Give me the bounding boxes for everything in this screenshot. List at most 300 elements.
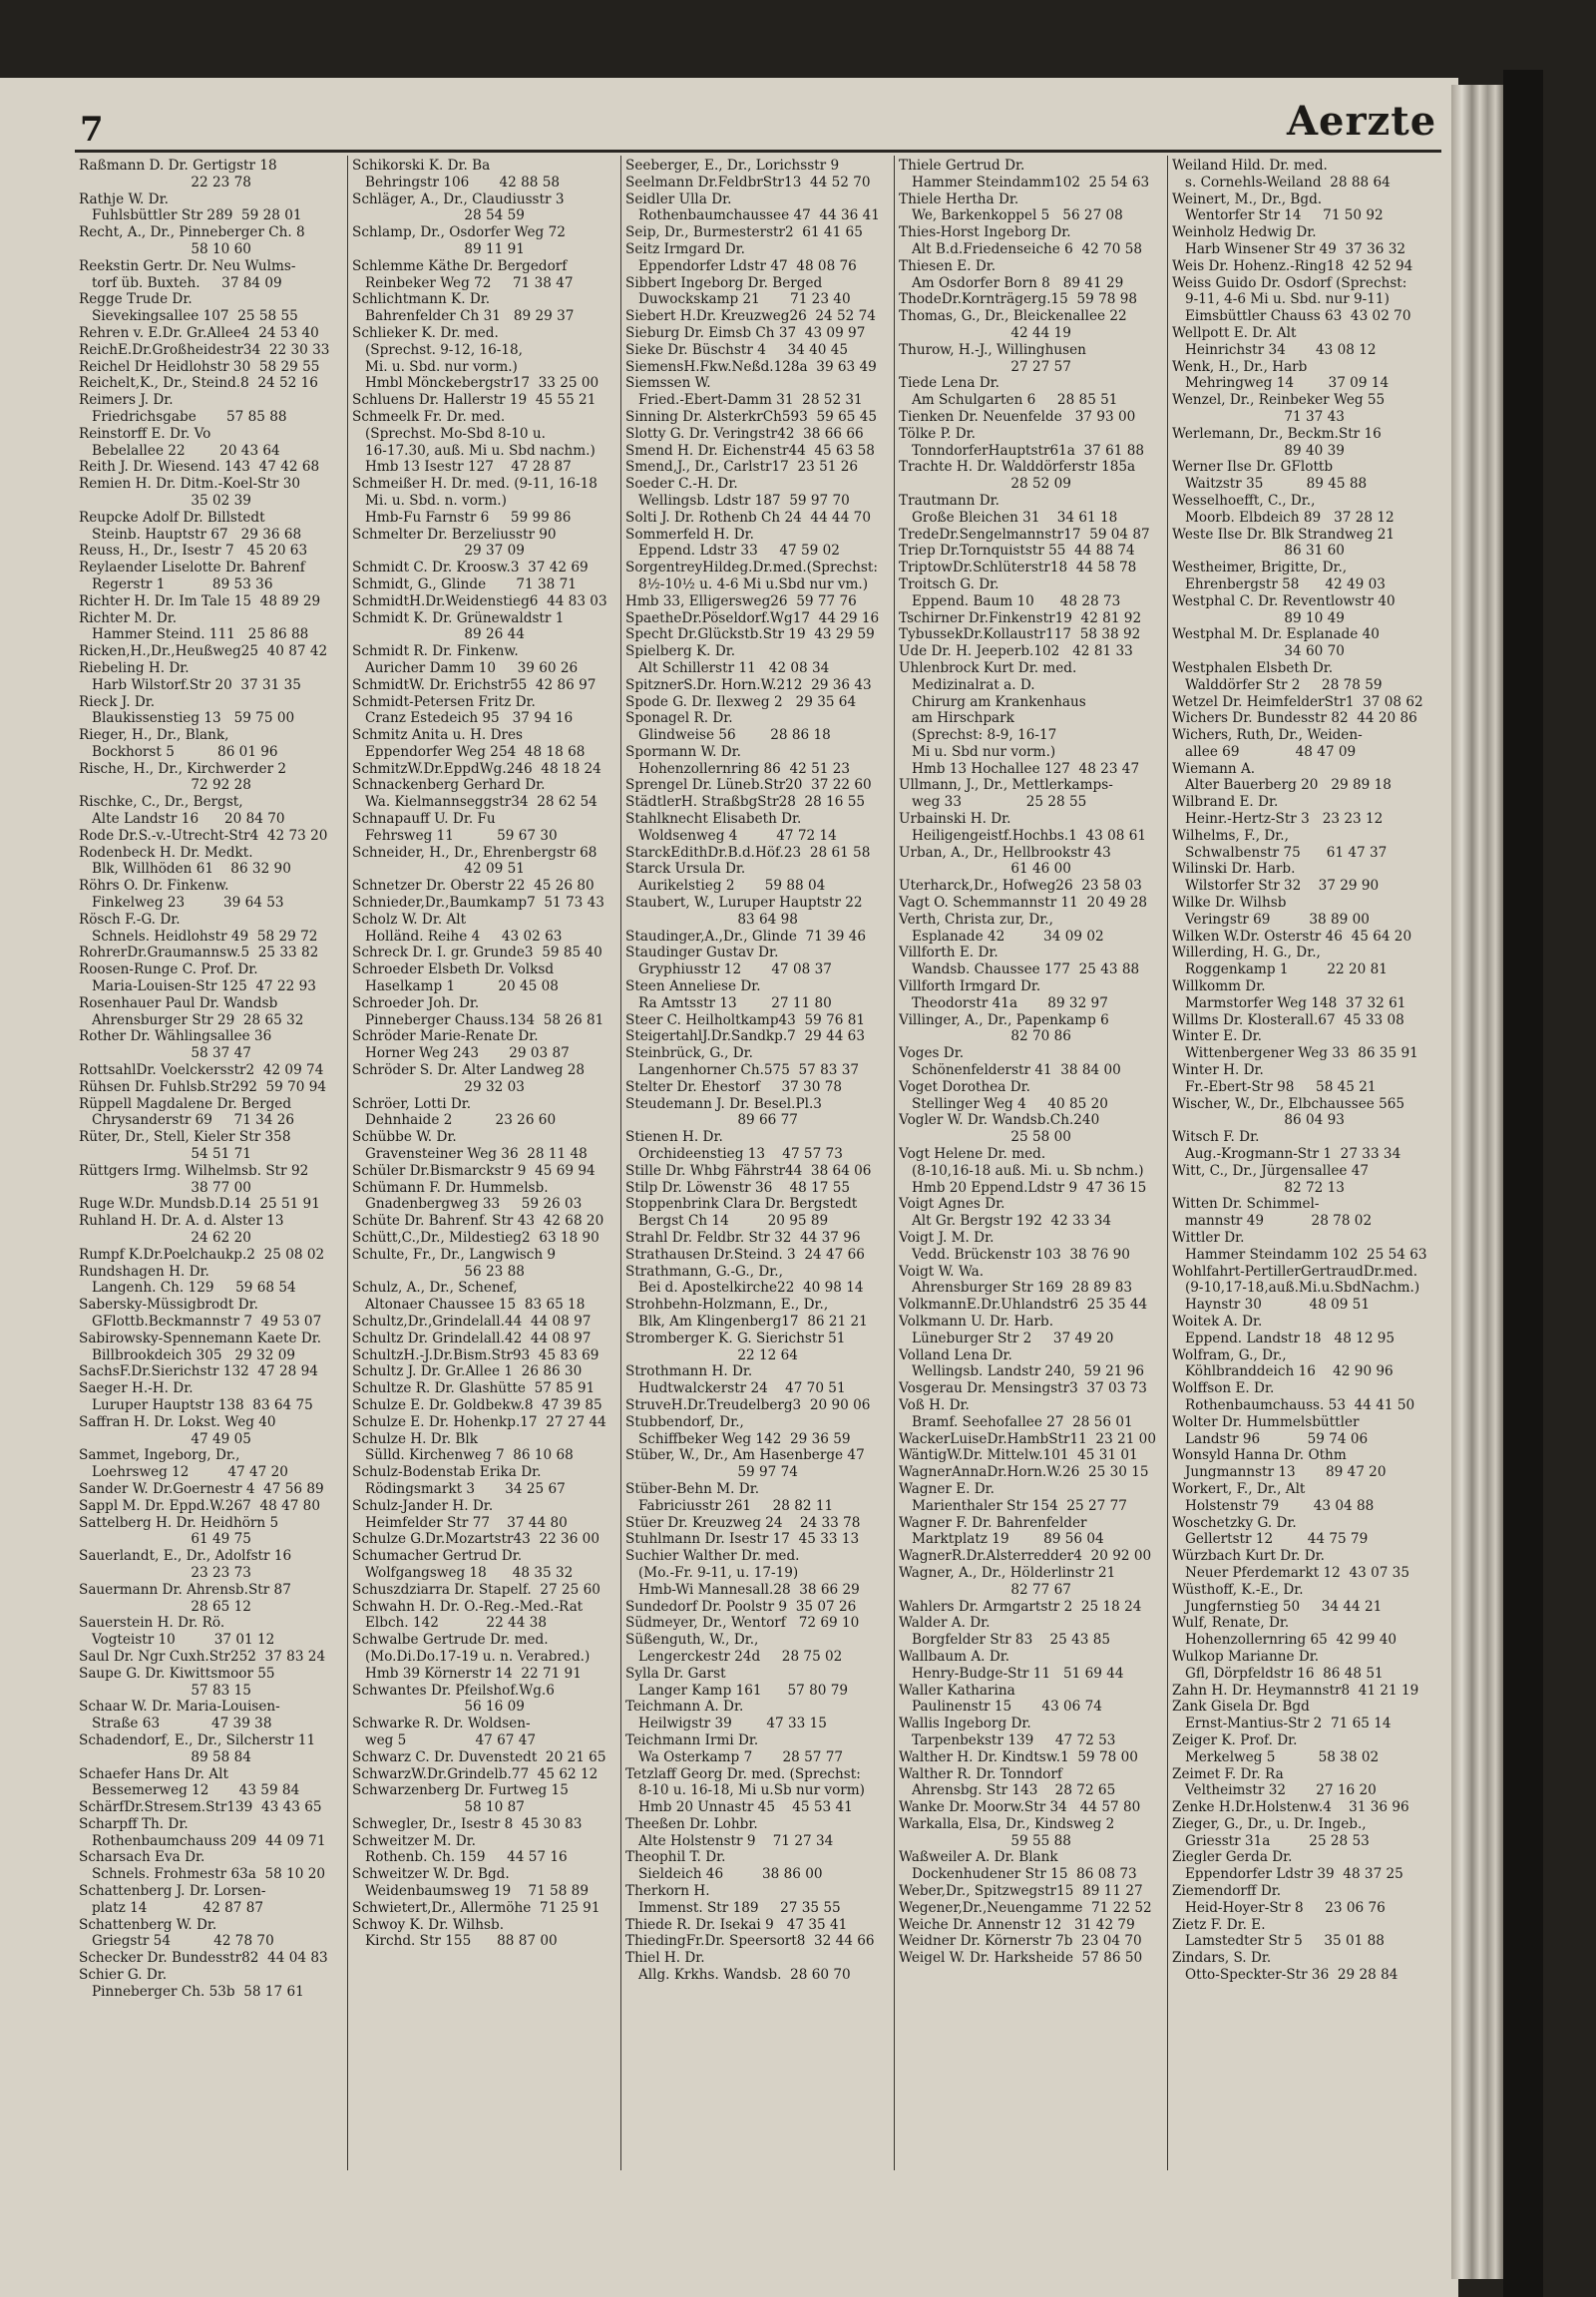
- directory-entry: Schmitz Anita u. H. Dres Eppendorfer Weg 254 48 18 68: [352, 727, 586, 760]
- directory-entry: Steer C. Heilholtkamp43 59 76 81: [625, 1011, 865, 1028]
- directory-entry: Rumpf K.Dr.Poelchaukp.2 25 08 02: [79, 1246, 325, 1263]
- directory-entry: Sabersky-Müssigbrodt Dr. GFlottb.Beckmannstr 7 49 53 07: [79, 1297, 322, 1330]
- directory-entry: Rüter, Dr., Stell, Kieler Str 358 54 51 71: [79, 1129, 291, 1163]
- directory-entry: Smend H. Dr. Eichenstr44 45 63 58: [625, 442, 875, 459]
- directory-entry: Rundshagen H. Dr. Langenh. Ch. 129 59 68 54: [79, 1263, 296, 1297]
- directory-entry: Spode G. Dr. Ilexweg 2 29 35 64: [625, 693, 857, 710]
- directory-entry: Thiele Hertha Dr. We, Barkenkoppel 5 56 27 08: [899, 191, 1123, 224]
- directory-columns: [75, 156, 1441, 2170]
- directory-entry: WäntigW.Dr. Mittelw.101 45 31 01: [899, 1447, 1138, 1464]
- directory-entry: Thiele Gertrud Dr. Hammer Steindamm102 25 54 63: [899, 158, 1150, 191]
- directory-entry: Thiede R. Dr. Isekai 9 47 35 41: [625, 1916, 848, 1933]
- directory-entry: Westphalen Elsbeth Dr. Walddörfer Str 2 28 78 59: [1172, 659, 1383, 693]
- directory-entry: Reylaender Liselotte Dr. Bahrenf Regerstr 1 89 53 36: [79, 560, 305, 592]
- directory-entry: Zeimet F. Dr. Ra Veltheimstr 32 27 16 20: [1172, 1765, 1377, 1799]
- directory-entry: Strathausen Dr.Steind. 3 24 47 66: [625, 1246, 865, 1263]
- directory-entry: Waßweiler A. Dr. Blank Dockenhudener Str 15 86 08 73: [899, 1849, 1137, 1883]
- directory-entry: Triep Dr.Tornquiststr 55 44 88 74: [899, 543, 1135, 560]
- directory-entry: Schmeißer H. Dr. med. (9-11, 16-18 Mi. u. Sbd. n. vorm.) Hmb-Fu Farnstr 6 59 99 86: [352, 476, 598, 526]
- directory-entry: Uhlenbrock Kurt Dr. med. Medizinalrat a. D. Chirurg am Krankenhaus am Hirschpark (Sprechst: 8-9, 16-17 Mi u. Sbd nur vorm.) Hmb 13 Hochallee 127 48 23 47: [899, 659, 1140, 777]
- directory-entry: Starck Ursula Dr. Aurikelstieg 2 59 88 04: [625, 861, 826, 895]
- directory-entry: Stubbendorf, Dr., Schiffbeker Weg 142 29 36 59: [625, 1413, 851, 1447]
- directory-entry: Volland Lena Dr. Wellingsb. Landstr 240, 59 21 96: [899, 1346, 1144, 1380]
- directory-entry: Ziegler Gerda Dr. Eppendorfer Ldstr 39 48 37 25: [1172, 1849, 1403, 1883]
- directory-entry: Reichel Dr Heidlohstr 30 58 29 55: [79, 358, 320, 375]
- directory-entry: Sommerfeld H. Dr. Eppend. Ldstr 33 47 59 02: [625, 526, 840, 560]
- directory-entry: Tienken Dr. Neuenfelde 37 93 00: [899, 408, 1136, 425]
- directory-entry: Wagner F. Dr. Bahrenfelder Marktplatz 19 89 56 04: [899, 1514, 1104, 1548]
- directory-entry: Rieck J. Dr. Blaukissenstieg 13 59 75 00: [79, 693, 295, 727]
- directory-entry: StarckEdithDr.B.d.Höf.23 28 61 58: [625, 844, 871, 861]
- directory-entry: Voigt J. M. Dr. Vedd. Brückenstr 103 38 76 90: [899, 1230, 1130, 1263]
- directory-entry: Westphal M. Dr. Esplanade 40 34 60 70: [1172, 626, 1380, 660]
- directory-entry: Ricken,H.,Dr.,Heußweg25 40 87 42: [79, 643, 328, 660]
- directory-entry: Wilinski Dr. Harb. Wilstorfer Str 32 37 29 90: [1172, 861, 1380, 895]
- directory-entry: Scholz W. Dr. Alt Holländ. Reihe 4 43 02 63: [352, 911, 563, 945]
- directory-entry: Witsch F. Dr. Aug.-Krogmann-Str 1 27 33 34: [1172, 1129, 1401, 1163]
- directory-entry: Wagner E. Dr. Marienthaler Str 154 25 27 77: [899, 1480, 1127, 1514]
- header-rule: [75, 150, 1441, 153]
- directory-entry: Schecker Dr. Bundesstr82 44 04 83: [79, 1950, 328, 1967]
- directory-entry: Wallbaum A. Dr. Henry-Budge-Str 11 51 69 44: [899, 1648, 1124, 1682]
- directory-entry: Teichmann Irmi Dr. Wa Osterkamp 7 28 57 77: [625, 1731, 843, 1765]
- directory-entry: Walther R. Dr. Tonndorf Ahrensbg. Str 143 28 72 65: [899, 1765, 1116, 1799]
- directory-entry: Sponagel R. Dr. Glindweise 56 28 86 18: [625, 710, 831, 744]
- directory-entry: RohrerDr.Graumannsw.5 25 33 82: [79, 945, 319, 961]
- directory-entry: WagnerR.Dr.Alsterredder4 20 92 00: [899, 1548, 1152, 1565]
- directory-entry: Rehren v. E.Dr. Gr.Allee4 24 53 40: [79, 324, 319, 341]
- directory-entry: Schmidt R. Dr. Finkenw. Auricher Damm 10 39 60 26: [352, 643, 579, 676]
- directory-entry: Wichers Dr. Bundesstr 82 44 20 86: [1172, 710, 1417, 727]
- directory-entry: Schattenberg W. Dr. Griegstr 54 42 78 70: [79, 1916, 274, 1950]
- directory-entry: Tschirner Dr.Finkenstr19 42 81 92: [899, 609, 1142, 626]
- directory-entry: Schluens Dr. Hallerstr 19 45 55 21: [352, 392, 597, 409]
- directory-entry: Schlichtmann K. Dr. Bahrenfelder Ch 31 89 29 37: [352, 291, 575, 325]
- directory-entry: Schmidt, G., Glinde 71 38 71: [352, 575, 577, 592]
- directory-entry: Zeiger K. Prof. Dr. Merkelweg 5 58 38 02: [1172, 1731, 1380, 1765]
- directory-entry: Weste Ilse Dr. Blk Strandweg 21 86 31 60: [1172, 526, 1396, 560]
- directory-entry: Trautmann Dr. Große Bleichen 31 34 61 18: [899, 492, 1118, 526]
- directory-entry: Ruhland H. Dr. A. d. Alster 13 24 62 20: [79, 1213, 284, 1246]
- directory-entry: Saul Dr. Ngr Cuxh.Str252 37 83 24: [79, 1648, 326, 1665]
- directory-entry: Strathmann, G.-G., Dr., Bei d. Apostelkirche22 40 98 14: [625, 1263, 864, 1297]
- directory-entry: RottsahlDr. Voelckersstr2 42 09 74: [79, 1062, 324, 1079]
- directory-entry: Woschetzky G. Dr. Gellertstr 12 44 75 79: [1172, 1514, 1369, 1548]
- directory-entry: Ude Dr. H. Jeeperb.102 42 81 33: [899, 643, 1133, 660]
- directory-entry: Staubert, W., Luruper Hauptstr 22 83 64 98: [625, 895, 863, 928]
- directory-entry: Wilke Dr. Wilhsb Veringstr 69 38 89 00: [1172, 895, 1370, 928]
- directory-entry: Schröder S. Dr. Alter Landweg 28 29 32 03: [352, 1062, 586, 1095]
- directory-entry: Reupcke Adolf Dr. Billstedt Steinb. Hauptstr 67 29 36 68: [79, 509, 302, 543]
- directory-entry: Verth, Christa zur, Dr., Esplanade 42 34 09 02: [899, 911, 1104, 945]
- directory-entry: Rische, H., Dr., Kirchwerder 2 72 92 28: [79, 760, 287, 794]
- directory-entry: Wanke Dr. Moorw.Str 34 44 57 80: [899, 1799, 1141, 1816]
- directory-entry: Strothmann H. Dr. Hudtwalckerstr 24 47 70 51: [625, 1363, 846, 1397]
- directory-entry: Thiesen E. Dr. Am Osdorfer Born 8 89 41 29: [899, 257, 1124, 291]
- directory-entry: Witten Dr. Schimmel- mannstr 49 28 78 02: [1172, 1196, 1373, 1230]
- directory-entry: Reimers J. Dr. Friedrichsgabe 57 85 88: [79, 392, 287, 425]
- directory-entry: SpitznerS.Dr. Horn.W.212 29 36 43: [625, 676, 872, 693]
- page-number: 7: [80, 110, 104, 150]
- directory-entry: Schnieder,Dr.,Baumkamp7 51 73 43: [352, 895, 604, 912]
- directory-entry: Villforth Irmgard Dr. Theodorstr 41a 89 32 97: [899, 978, 1108, 1011]
- directory-entry: Werner Ilse Dr. GFlottb Waitzstr 35 89 45 88: [1172, 459, 1368, 493]
- directory-entry: Schläger, A., Dr., Claudiusstr 3 28 54 59: [352, 191, 565, 224]
- directory-entry: Reinstorff E. Dr. Vo Bebelallee 22 20 43 64: [79, 425, 280, 459]
- directory-entry: Wilhelms, F., Dr., Schwalbenstr 75 61 47 37: [1172, 827, 1388, 861]
- directory-entry: Wetzel Dr. HeimfelderStr1 37 08 62: [1172, 693, 1423, 710]
- directory-entry: Saeger H.-H. Dr. Luruper Hauptstr 138 83 64 75: [79, 1380, 313, 1413]
- directory-entry: Spormann W. Dr. Hohenzollernring 86 42 51 23: [625, 743, 850, 777]
- directory-entry: Süßenguth, W., Dr., Lengerckestr 24d 28 75 02: [625, 1632, 843, 1665]
- directory-entry: TybussekDr.Kollaustr117 58 38 92: [899, 626, 1141, 643]
- directory-entry: Schier G. Dr. Pinneberger Ch. 53b 58 17 61: [79, 1967, 304, 2000]
- directory-entry: SchmidtW. Dr. Erichstr55 42 86 97: [352, 676, 597, 693]
- directory-entry: Willkomm Dr. Marmstorfer Weg 148 37 32 61: [1172, 978, 1406, 1011]
- directory-entry: Zindars, S. Dr. Otto-Speckter-Str 36 29 28 84: [1172, 1950, 1398, 1984]
- directory-entry: Schnackenberg Gerhard Dr. Wa. Kielmannseggstr34 28 62 54: [352, 777, 598, 811]
- directory-entry: Schwahn H. Dr. O.-Reg.-Med.-Rat Elbch. 142 22 44 38: [352, 1598, 584, 1632]
- directory-entry: Seeberger, E., Dr., Lorichsstr 9: [625, 158, 840, 174]
- directory-entry: Slotty G. Dr. Veringstr42 38 66 66: [625, 425, 864, 442]
- directory-entry: Reuss, H., Dr., Isestr 7 45 20 63: [79, 543, 308, 560]
- directory-entry: Schultze R. Dr. Glashütte 57 85 91: [352, 1380, 596, 1397]
- directory-entry: Schumacher Gertrud Dr. Wolfgangsweg 18 48 35 32: [352, 1548, 574, 1581]
- directory-entry: Wittler Dr. Hammer Steindamm 102 25 54 63: [1172, 1230, 1427, 1263]
- directory-entry: Reichelt,K., Dr., Steind.8 24 52 16: [79, 375, 318, 392]
- directory-entry: Schulz-Bodenstab Erika Dr. Rödingsmarkt 3 34 25 67: [352, 1464, 566, 1497]
- directory-entry: Voigt Agnes Dr. Alt Gr. Bergstr 192 42 33 34: [899, 1196, 1112, 1230]
- directory-entry: Saupe G. Dr. Kiwittsmoor 55 57 83 15: [79, 1665, 275, 1699]
- column-1: [75, 156, 348, 2170]
- directory-entry: Richter M. Dr. Hammer Steind. 111 25 86 88: [79, 609, 309, 643]
- directory-entry: Schweitzer W. Dr. Bgd. Weidenbaumsweg 19 71 58 89: [352, 1866, 589, 1900]
- directory-entry: Schroeder Joh. Dr. Pinneberger Chauss.134 58 26 81: [352, 994, 604, 1028]
- directory-entry: Weidner Dr. Körnerstr 7b 23 04 70: [899, 1933, 1142, 1950]
- directory-entry: Schulte, Fr., Dr., Langwisch 9 56 23 88: [352, 1246, 557, 1280]
- directory-entry: Sprengel Dr. Lüneb.Str20 37 22 60: [625, 777, 872, 794]
- directory-entry: Remien H. Dr. Ditm.-Koel-Str 30 35 02 39: [79, 476, 301, 509]
- directory-entry: Specht Dr.Glückstb.Str 19 43 29 59: [625, 626, 875, 643]
- directory-entry: Weiland Hild. Dr. med. s. Cornehls-Weiland 28 88 64: [1172, 158, 1391, 191]
- directory-entry: Schmeelk Fr. Dr. med. (Sprechst. Mo-Sbd 8-10 u. 16-17.30, auß. Mi u. Sbd nachm.) Hmb 13 Isestr 127 47 28 87: [352, 408, 596, 476]
- directory-entry: Vosgerau Dr. Mensingstr3 37 03 73: [899, 1380, 1147, 1397]
- directory-entry: ThodeDr.Kornträgerg.15 59 78 98: [899, 291, 1138, 308]
- directory-entry: VolkmannE.Dr.Uhlandstr6 25 35 44: [899, 1297, 1148, 1314]
- directory-entry: Schuszdziarra Dr. Stapelf. 27 25 60: [352, 1581, 600, 1598]
- directory-entry: ReichE.Dr.Großheidestr34 22 30 33: [79, 341, 330, 358]
- directory-entry: Rühsen Dr. Fuhlsb.Str292 59 70 94: [79, 1078, 327, 1095]
- directory-entry: Seelmann Dr.FeldbrStr13 44 52 70: [625, 174, 871, 191]
- directory-entry: Schüler Dr.Bismarckstr 9 45 69 94: [352, 1162, 596, 1179]
- directory-entry: StruveH.Dr.Treudelberg3 20 90 06: [625, 1396, 871, 1413]
- directory-entry: SchmidtH.Dr.Weidenstieg6 44 83 03: [352, 592, 607, 609]
- directory-entry: Steinbrück, G., Dr. Langenhorner Ch.575 57 83 37: [625, 1045, 860, 1079]
- directory-entry: Thurow, H.-J., Willinghusen 27 27 57: [899, 341, 1086, 375]
- directory-entry: Schübbe W. Dr. Gravensteiner Weg 36 28 11 48: [352, 1129, 588, 1163]
- directory-entry: Schwarke R. Dr. Woldsen- weg 5 47 67 47: [352, 1716, 536, 1748]
- directory-entry: Rode Dr.S.-v.-Utrecht-Str4 42 73 20: [79, 827, 328, 844]
- book-page-edges: [1451, 85, 1503, 2279]
- directory-entry: WackerLuiseDr.HambStr11 23 21 00: [899, 1430, 1156, 1447]
- directory-entry: Schikorski K. Dr. Ba Behringstr 106 42 88 58: [352, 158, 561, 191]
- directory-entry: Villinger, A., Dr., Papenkamp 6 82 70 86: [899, 1011, 1109, 1045]
- directory-entry: Vagt O. Schemmannstr 11 20 49 28: [899, 895, 1148, 912]
- directory-entry: Hmb 33, Elligersweg26 59 77 76: [625, 592, 857, 609]
- directory-entry: SchultzH.-J.Dr.Bism.Str93 45 83 69: [352, 1346, 599, 1363]
- directory-entry: Thomas, G., Dr., Bleickenallee 22 42 44 19: [899, 308, 1127, 341]
- directory-entry: Stienen H. Dr. Orchideenstieg 13 47 57 73: [625, 1129, 843, 1163]
- directory-entry: Rathje W. Dr. Fuhlsbüttler Str 289 59 28 01: [79, 191, 302, 224]
- directory-entry: Strohbehn-Holzmann, E., Dr., Blk, Am Klingenberg17 86 21 21: [625, 1297, 868, 1330]
- directory-entry: Workert, F., Dr., Alt Holstenstr 79 43 04 88: [1172, 1480, 1375, 1514]
- column-2: [348, 156, 621, 2170]
- directory-entry: Schwoy K. Dr. Wilhsb. Kirchd. Str 155 88 87 00: [352, 1916, 558, 1950]
- directory-entry: Stoppenbrink Clara Dr. Bergstedt Bergst Ch 14 20 95 89: [625, 1196, 858, 1230]
- directory-entry: Werlemann, Dr., Beckm.Str 16 89 40 39: [1172, 425, 1382, 459]
- directory-entry: Voges Dr. Schönenfelderstr 41 38 84 00: [899, 1045, 1121, 1079]
- directory-entry: Staudinger,A.,Dr., Glinde 71 39 46: [625, 928, 867, 945]
- directory-entry: Stuhlmann Dr. Isestr 17 45 33 13: [625, 1531, 860, 1548]
- directory-entry: Schulze H. Dr. Blk Sülld. Kirchenweg 7 86 10 68: [352, 1430, 574, 1464]
- directory-entry: Volkmann U. Dr. Harb. Lüneburger Str 2 37 49 20: [899, 1313, 1114, 1346]
- directory-entry: TredeDr.Sengelmannstr17 59 04 87: [899, 526, 1150, 543]
- directory-entry: Riebeling H. Dr. Harb Wilstorf.Str 20 37 31 35: [79, 659, 301, 693]
- directory-entry: Wolffson E. Dr. Rothenbaumchauss. 53 44 41 50: [1172, 1380, 1415, 1413]
- directory-entry: Sinning Dr. AlsterkrCh593 59 65 45: [625, 408, 878, 425]
- directory-entry: Wulf, Renate, Dr. Hohenzollernring 65 42 99 40: [1172, 1615, 1396, 1649]
- directory-entry: Schwietert,Dr., Allermöhe 71 25 91: [352, 1899, 600, 1916]
- directory-entry: Wulkop Marianne Dr. Gfl, Dörpfeldstr 16 86 48 51: [1172, 1648, 1384, 1682]
- directory-entry: Roosen-Runge C. Prof. Dr. Maria-Louisen-Str 125 47 22 93: [79, 961, 316, 995]
- directory-entry: Tetzlaff Georg Dr. med. (Sprechst: 8-10 u. 16-18, Mi u.Sb nur vorm) Hmb 20 Unnastr 45 45 53 41: [625, 1765, 865, 1816]
- directory-entry: Weinert, M., Dr., Bgd. Wentorfer Str 14 71 50 92: [1172, 191, 1384, 224]
- directory-entry: Stüer Dr. Kreuzweg 24 24 33 78: [625, 1514, 861, 1531]
- directory-entry: Sauermann Dr. Ahrensb.Str 87 28 65 12: [79, 1581, 291, 1615]
- directory-entry: Schulze G.Dr.Mozartstr43 22 36 00: [352, 1531, 599, 1548]
- directory-entry: Schwegler, Dr., Isestr 8 45 30 83: [352, 1815, 583, 1832]
- directory-entry: Uterharck,Dr., Hofweg26 23 58 03: [899, 878, 1142, 895]
- directory-entry: Saffran H. Dr. Lokst. Weg 40 47 49 05: [79, 1413, 276, 1447]
- directory-entry: Scharsach Eva Dr. Schnels. Frohmestr 63a 58 10 20: [79, 1849, 326, 1883]
- directory-entry: Schattenberg J. Dr. Lorsen- platz 14 42 87 87: [79, 1883, 266, 1916]
- directory-entry: Schultz Dr. Grindelall.42 44 08 97: [352, 1330, 592, 1346]
- directory-entry: Schwantes Dr. Pfeilshof.Wg.6 56 16 09: [352, 1682, 555, 1716]
- directory-entry: Sylla Dr. Garst Langer Kamp 161 57 80 79: [625, 1665, 849, 1699]
- directory-entry: Recht, A., Dr., Pinneberger Ch. 8 58 10 60: [79, 224, 305, 257]
- directory-entry: Schröer, Lotti Dr. Dehnhaide 2 23 26 60: [352, 1095, 557, 1129]
- directory-entry: Stilp Dr. Löwenstr 36 48 17 55: [625, 1179, 851, 1196]
- directory-entry: Sammet, Ingeborg, Dr., Loehrsweg 12 47 47 20: [79, 1447, 288, 1481]
- directory-entry: Westheimer, Brigitte, Dr., Ehrenbergstr 58 42 49 03: [1172, 560, 1386, 592]
- directory-entry: Schmidt C. Dr. Kroosw.3 37 42 69: [352, 560, 589, 576]
- directory-entry: Wegener,Dr.,Neuengamme 71 22 52: [899, 1899, 1152, 1916]
- directory-entry: Wüsthoff, K.-E., Dr. Jungfernstieg 50 34 44 21: [1172, 1581, 1383, 1615]
- directory-entry: Voigt W. Wa. Ahrensburger Str 169 28 89 83: [899, 1263, 1133, 1297]
- directory-entry: Schadendorf, E., Dr., Silcherstr 11 89 58 84: [79, 1731, 316, 1765]
- directory-entry: Stelter Dr. Ehestorf 37 30 78: [625, 1078, 843, 1095]
- directory-entry: Wischer, W., Dr., Elbchaussee 565 86 04 93: [1172, 1095, 1405, 1129]
- directory-entry: Rodenbeck H. Dr. Medkt. Blk, Willhöden 61 86 32 90: [79, 844, 291, 878]
- directory-entry: Sundedorf Dr. Poolstr 9 35 07 26: [625, 1598, 857, 1615]
- directory-entry: Villforth E. Dr. Wandsb. Chaussee 177 25 43 88: [899, 945, 1140, 978]
- directory-entry: Reekstin Gertr. Dr. Neu Wulms- torf üb. Buxteh. 37 84 09: [79, 257, 296, 291]
- directory-entry: Würzbach Kurt Dr. Dr. Neuer Pferdemarkt 12 43 07 35: [1172, 1548, 1409, 1581]
- directory-entry: Strahl Dr. Feldbr. Str 32 44 37 96: [625, 1230, 861, 1246]
- directory-entry: Troitsch G. Dr. Eppend. Baum 10 48 28 73: [899, 575, 1121, 609]
- directory-entry: Rieger, H., Dr., Blank, Bockhorst 5 86 01 96: [79, 727, 278, 760]
- directory-entry: Sappl M. Dr. Eppd.W.267 48 47 80: [79, 1497, 320, 1514]
- directory-entry: Reith J. Dr. Wiesend. 143 47 42 68: [79, 459, 320, 476]
- directory-entry: Schröder Marie-Renate Dr. Horner Weg 243 29 03 87: [352, 1028, 570, 1062]
- directory-entry: Sander W. Dr.Goernestr 4 47 56 89: [79, 1480, 324, 1497]
- directory-entry: Sieburg Dr. Eimsb Ch 37 43 09 97: [625, 324, 866, 341]
- directory-entry: Zietz F. Dr. E. Lamstedter Str 5 35 01 88: [1172, 1916, 1385, 1950]
- directory-entry: Schlieker K. Dr. med. (Sprechst. 9-12, 16-18, Mi. u. Sbd. nur vorm.) Hmbl Mönckebergstr17 33 25 00: [352, 324, 599, 392]
- directory-entry: Wiemann A. Alter Bauerberg 20 29 89 18: [1172, 760, 1392, 794]
- directory-entry: Spielberg K. Dr. Alt Schillerstr 11 42 08 34: [625, 643, 830, 676]
- directory-entry: Waller Katharina Paulinenstr 15 43 06 74: [899, 1682, 1102, 1716]
- directory-entry: Westphal C. Dr. Reventlowstr 40 89 10 49: [1172, 592, 1396, 626]
- directory-entry: Ziemendorff Dr. Heid-Hoyer-Str 8 23 06 76: [1172, 1883, 1386, 1916]
- directory-entry: Stüber-Behn M. Dr. Fabriciusstr 261 28 82 11: [625, 1480, 834, 1514]
- directory-entry: Tiede Lena Dr. Am Schulgarten 6 28 85 51: [899, 375, 1118, 409]
- directory-entry: Suchier Walther Dr. med. (Mo.-Fr. 9-11, u. 17-19) Hmb-Wi Mannesall.28 38 66 29: [625, 1548, 860, 1598]
- directory-entry: SchärfDr.Stresem.Str139 43 43 65: [79, 1799, 322, 1816]
- directory-entry: Willms Dr. Klosterall.67 45 33 08: [1172, 1011, 1404, 1028]
- directory-entry: Rosenhauer Paul Dr. Wandsb Ahrensburger Str 29 28 65 32: [79, 994, 304, 1028]
- directory-entry: Schulz, A., Dr., Schenef, Altonaer Chaussee 15 83 65 18: [352, 1280, 586, 1314]
- directory-entry: Rüttgers Irmg. Wilhelmsb. Str 92 38 77 00: [79, 1162, 309, 1196]
- directory-entry: Weiss Guido Dr. Osdorf (Sprechst: 9-11, 4-6 Mi u. Sbd. nur 9-11) Eimsbüttler Chauss 63 43 02 70: [1172, 274, 1411, 325]
- directory-entry: SpaetheDr.Pöseldorf.Wg17 44 29 16: [625, 609, 880, 626]
- directory-entry: Schümann F. Dr. Hummelsb. Gnadenbergweg 33 59 26 03: [352, 1179, 583, 1213]
- directory-entry: Schüte Dr. Bahrenf. Str 43 42 68 20: [352, 1213, 604, 1230]
- directory-entry: Siebert H.Dr. Kreuzweg26 24 52 74: [625, 308, 876, 325]
- directory-entry: Rüppell Magdalene Dr. Berged Chrysanderstr 69 71 34 26: [79, 1095, 295, 1129]
- directory-entry: Schnapauff U. Dr. Fu Fehrsweg 11 59 67 30: [352, 811, 558, 844]
- directory-entry: Sabirowsky-Spennemann Kaete Dr. Billbrookdeich 305 29 32 09: [79, 1330, 322, 1363]
- directory-entry: Schulz-Jander H. Dr. Heimfelder Str 77 37 44 80: [352, 1497, 568, 1531]
- directory-entry: Schneider, H., Dr., Ehrenbergstr 68 42 09 51: [352, 844, 598, 878]
- directory-entry: Schroeder Elsbeth Dr. Volksd Haselkamp 1 20 45 08: [352, 961, 559, 995]
- directory-entry: SteigertahlJ.Dr.Sandkp.7 29 44 63: [625, 1028, 865, 1045]
- directory-entry: Smend,J., Dr., Carlstr17 23 51 26: [625, 459, 859, 476]
- directory-entry: Schmidt K. Dr. Grünewaldstr 1 89 26 44: [352, 609, 565, 643]
- directory-entry: Steen Anneliese Dr. Ra Amtsstr 13 27 11 80: [625, 978, 832, 1011]
- page-header-title: Aerzte: [1287, 98, 1437, 145]
- directory-entry: Schulze E. Dr. Hohenkp.17 27 27 44: [352, 1413, 606, 1430]
- directory-entry: Stüber, W., Dr., Am Hasenberge 47 59 97 74: [625, 1447, 865, 1481]
- directory-entry: Teichmann A. Dr. Heilwigstr 39 47 33 15: [625, 1699, 827, 1732]
- directory-entry: Sauerstein H. Dr. Rö. Vogteistr 10 37 01 12: [79, 1615, 275, 1649]
- directory-entry: Schwarz C. Dr. Duvenstedt 20 21 65: [352, 1748, 606, 1765]
- directory-entry: Wahlers Dr. Armgartstr 2 25 18 24: [899, 1598, 1142, 1615]
- directory-entry: Zahn H. Dr. Heymannstr8 41 21 19: [1172, 1682, 1419, 1699]
- directory-entry: Wohlfahrt-PertillerGertraudDr.med. (9-10,17-18,auß.Mi.u.SbdNachm.) Haynstr 30 48 09 51: [1172, 1263, 1420, 1314]
- directory-entry: Sieke Dr. Büschstr 4 34 40 45: [625, 341, 848, 358]
- directory-entry: Walther H. Dr. Kindtsw.1 59 78 00: [899, 1748, 1138, 1765]
- directory-entry: Weinholz Hedwig Dr. Harb Winsener Str 49 37 36 32: [1172, 224, 1405, 257]
- directory-entry: SorgentreyHildeg.Dr.med.(Sprechst: 8½-10½ u. 4-6 Mi u.Sbd nur vm.): [625, 560, 878, 592]
- directory-entry: Sibbert Ingeborg Dr. Berged Duwockskamp 21 71 23 40: [625, 274, 851, 308]
- directory-entry: Zenke H.Dr.Holstenw.4 31 36 96: [1172, 1799, 1409, 1816]
- directory-entry: Röhrs O. Dr. Finkenw. Finkelweg 23 39 64 53: [79, 878, 284, 912]
- directory-entry: Witt, C., Dr., Jürgensallee 47 82 72 13: [1172, 1162, 1370, 1196]
- directory-entry: Trachte H. Dr. Walddörferstr 185a 28 52 09: [899, 459, 1136, 493]
- directory-entry: Weis Dr. Hohenz.-Ring18 42 52 94: [1172, 257, 1413, 274]
- directory-entry: Winter H. Dr. Fr.-Ebert-Str 98 58 45 21: [1172, 1062, 1377, 1095]
- directory-entry: Winter E. Dr. Wittenbergener Weg 33 86 35 91: [1172, 1028, 1418, 1062]
- directory-entry: Südmeyer, Dr., Wentorf 72 69 10: [625, 1615, 860, 1632]
- directory-entry: Schweitzer M. Dr. Rothenb. Ch. 159 44 57 16: [352, 1832, 568, 1866]
- directory-entry: Warkalla, Elsa, Dr., Kindsweg 2 59 55 88: [899, 1815, 1115, 1849]
- directory-entry: Voget Dorothea Dr. Stellinger Weg 4 40 85 20: [899, 1078, 1108, 1112]
- column-5: [1168, 156, 1441, 2170]
- directory-entry: Steudemann J. Dr. Besel.Pl.3 89 66 77: [625, 1095, 822, 1129]
- directory-entry: Weigel W. Dr. Harksheide 57 86 50: [899, 1950, 1143, 1967]
- directory-entry: Willerding, H. G., Dr., Roggenkamp 1 22 20 81: [1172, 945, 1388, 978]
- directory-entry: Thies-Horst Ingeborg Dr. Alt B.d.Friedenseiche 6 42 70 58: [899, 224, 1143, 257]
- directory-entry: Woitek A. Dr. Eppend. Landstr 18 48 12 95: [1172, 1313, 1396, 1346]
- directory-entry: Schlamp, Dr., Osdorfer Weg 72 89 11 91: [352, 224, 566, 257]
- directory-entry: Seidler Ulla Dr. Rothenbaumchaussee 47 44 36 41: [625, 191, 880, 224]
- directory-entry: Staudinger Gustav Dr. Gryphiusstr 12 47 08 37: [625, 945, 832, 978]
- directory-entry: Wichers, Ruth, Dr., Weiden- allee 69 48 47 09: [1172, 727, 1363, 760]
- directory-entry: Schulze E. Dr. Goldbekw.8 47 39 85: [352, 1396, 602, 1413]
- directory-entry: Zieger, G., Dr., u. Dr. Ingeb., Griesstr 31a 25 28 53: [1172, 1815, 1370, 1849]
- directory-entry: ThiedingFr.Dr. Speersort8 32 44 66: [625, 1933, 875, 1950]
- directory-entry: SiemensH.Fkw.Neßd.128a 39 63 49: [625, 358, 877, 375]
- directory-entry: Stromberger K. G. Sierichstr 51 22 12 64: [625, 1330, 846, 1363]
- directory-entry: Schultz,Dr.,Grindelall.44 44 08 97: [352, 1313, 592, 1330]
- directory-entry: Walder A. Dr. Borgfelder Str 83 25 43 85: [899, 1615, 1111, 1649]
- directory-entry: Schwarzenberg Dr. Furtweg 15 58 10 87: [352, 1782, 569, 1816]
- directory-entry: Scharpff Th. Dr. Rothenbaumchauss 209 44 09 71: [79, 1815, 326, 1849]
- directory-entry: Rösch F.-G. Dr. Schnels. Heidlohstr 49 58 29 72: [79, 911, 318, 945]
- directory-entry: Schreck Dr. I. gr. Grunde3 59 85 40: [352, 945, 602, 961]
- directory-entry: Wonsyld Hanna Dr. Othm Jungmannstr 13 89 47 20: [1172, 1447, 1387, 1481]
- directory-entry: Schwalbe Gertrude Dr. med. (Mo.Di.Do.17-19 u. n. Verabred.) Hmb 39 Körnerstr 14 22 71 91: [352, 1632, 591, 1682]
- directory-entry: Rother Dr. Wählingsallee 36 58 37 47: [79, 1028, 272, 1062]
- directory-entry: Urban, A., Dr., Hellbrookstr 43 61 46 00: [899, 844, 1111, 878]
- directory-entry: Ullmann, J., Dr., Mettlerkamps- weg 33 25 28 55: [899, 777, 1113, 811]
- directory-entry: Siemssen W. Fried.-Ebert-Damm 31 28 52 31: [625, 375, 863, 409]
- directory-entry: Schmidt-Petersen Fritz Dr. Cranz Estedeich 95 37 94 16: [352, 693, 574, 727]
- book-spine: [1503, 70, 1543, 2297]
- directory-entry: Urbainski H. Dr. Heiligengeistf.Hochbs.1 43 08 61: [899, 811, 1147, 844]
- directory-entry: Schütt,C.,Dr., Mildestieg2 63 18 90: [352, 1230, 599, 1246]
- directory-entry: Wellpott E. Dr. Alt Heinrichstr 34 43 08 12: [1172, 324, 1377, 358]
- directory-entry: Wilbrand E. Dr. Heinr.-Hertz-Str 3 23 23 12: [1172, 794, 1384, 828]
- directory-entry: Voß H. Dr. Bramf. Seehofallee 27 28 56 01: [899, 1396, 1133, 1430]
- directory-entry: Wolter Dr. Hummelsbüttler Landstr 96 59 74 06: [1172, 1413, 1369, 1447]
- directory-entry: SchmitzW.Dr.EppdWg.246 48 18 24: [352, 760, 601, 777]
- directory-entry: SchwarzW.Dr.Grindelb.77 45 62 12: [352, 1765, 598, 1782]
- directory-entry: Vogt Helene Dr. med. (8-10,16-18 auß. Mi. u. Sb nchm.) Hmb 20 Eppend.Ldstr 9 47 36 15: [899, 1146, 1147, 1196]
- directory-entry: Therkorn H. Immenst. Str 189 27 35 55: [625, 1883, 841, 1916]
- directory-entry: Schaar W. Dr. Maria-Louisen- Straße 63 47 39 38: [79, 1699, 280, 1732]
- directory-entry: Wagner, A., Dr., Hölderlinstr 21 82 77 67: [899, 1564, 1116, 1598]
- directory-entry: Theeßen Dr. Lohbr. Alte Holstenstr 9 71 27 34: [625, 1815, 834, 1849]
- directory-entry: Sauerlandt, E., Dr., Adolfstr 16 23 23 73: [79, 1548, 292, 1581]
- directory-entry: Sattelberg H. Dr. Heidhörn 5 61 49 75: [79, 1514, 279, 1548]
- directory-entry: TriptowDr.Schlüterstr18 44 58 78: [899, 560, 1137, 576]
- directory-entry: Stahlknecht Elisabeth Dr. Woldsenweg 4 47 72 14: [625, 811, 837, 844]
- directory-entry: Wesselhoefft, C., Dr., Moorb. Elbdeich 89 37 28 12: [1172, 492, 1395, 526]
- directory-entry: Wolfram, G., Dr., Köhlbranddeich 16 42 90 96: [1172, 1346, 1394, 1380]
- directory-entry: Wenk, H., Dr., Harb Mehringweg 14 37 09 14: [1172, 358, 1390, 392]
